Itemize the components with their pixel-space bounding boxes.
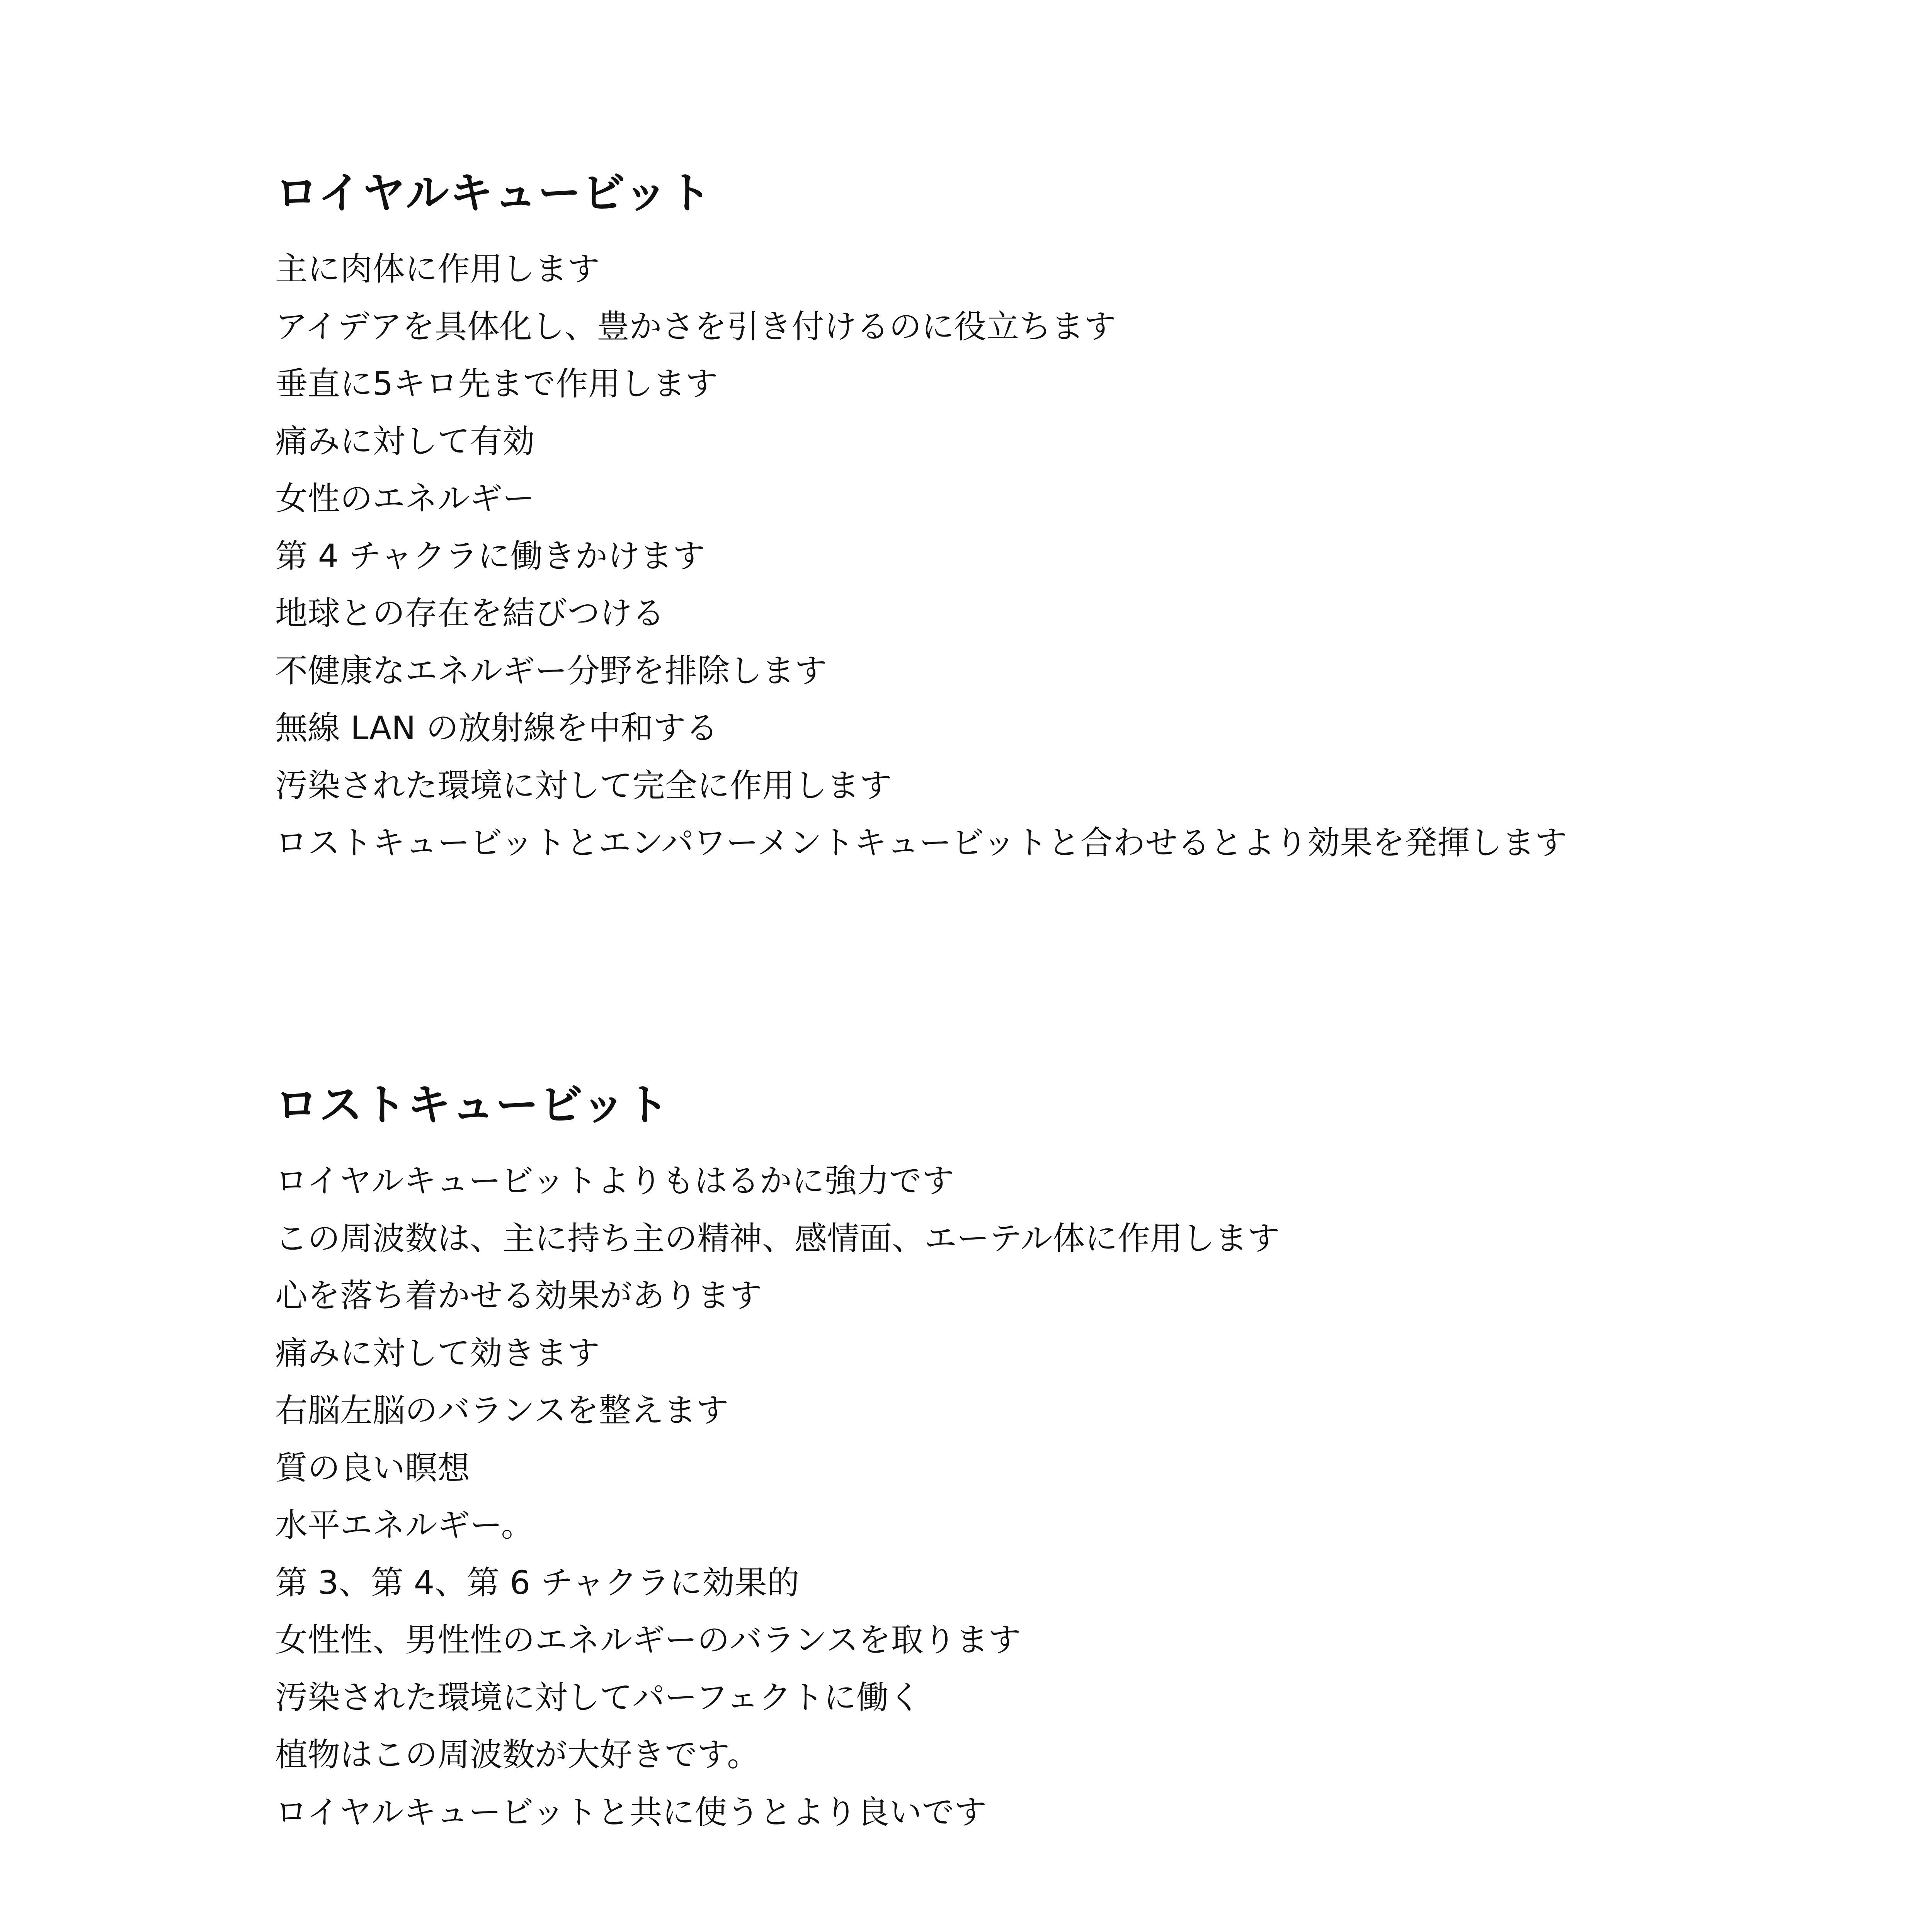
list-item: 垂直に5キロ先まで作用します (275, 365, 718, 403)
list-item: 女性のエネルギー (275, 480, 535, 517)
list-item: 第 4 チャクラに働きかけます (275, 537, 705, 575)
list-item: ロイヤルキュービットよりもはるかに強力です (275, 1162, 955, 1200)
list-item: 第 3、第 4、第 6 チャクラに効果的 (275, 1563, 800, 1602)
list-item: この周波数は、主に持ち主の精神、感情面、エーテル体に作用します (275, 1219, 1280, 1257)
list-item: 汚染された環境に対して完全に作用します (275, 766, 892, 804)
line-list (275, 1152, 1860, 1841)
list-item: 痛みに対して有効 (275, 422, 535, 460)
list-item: 汚染された環境に対してパーフェクトに働く (275, 1678, 921, 1716)
list-item: アイデアを具体化し、豊かさを引き付けるのに役立ちます (275, 307, 1116, 345)
list-item: 地球との存在を結びつける (275, 594, 665, 632)
list-item: 右脳左脳のバランスを整えます (275, 1391, 729, 1429)
list-item: 不健康なエネルギー分野を排除します (275, 651, 827, 690)
list-item: 心を落ち着かせる効果があります (275, 1277, 762, 1315)
section-royal-cubit (275, 162, 1860, 872)
list-item: ロストキュービットとエンパワーメントキュービットと合わせるとより効果を発揮します (275, 824, 1567, 862)
list-item: 痛みに対して効きます (275, 1334, 600, 1372)
line-list (275, 240, 1860, 872)
list-item: 主に肉体に作用します (275, 250, 600, 288)
list-item: 無線 LAN の放射線を中和する (275, 709, 718, 747)
section-title: ロイヤルキュービット (275, 168, 713, 218)
list-item: ロイヤルキュービットと共に使うとより良いです (275, 1793, 987, 1831)
section-lost-cubit (275, 1074, 1860, 1841)
section-title: ロストキュービット (275, 1080, 670, 1130)
list-item: 水平エネルギー。 (275, 1506, 534, 1544)
list-item: 女性性、男性性のエネルギーのバランスを取ります (275, 1621, 1021, 1659)
list-item: 植物はこの周波数が大好きです。 (275, 1736, 760, 1774)
list-item: 質の良い瞑想 (275, 1449, 470, 1487)
